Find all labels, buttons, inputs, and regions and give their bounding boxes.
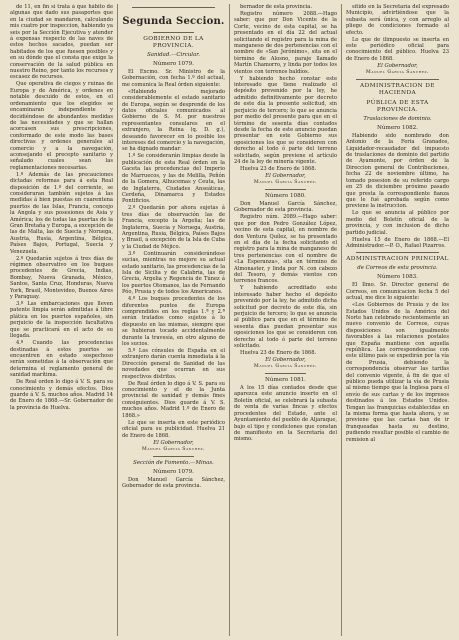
paragraph: Habiendo sido nombrado don Antonio de la Feria Granados, Liquidador-recaudador del impuesto de traslaciones de dominio del partido de Ayamonte, por órden de la Direccion general de Contribuciones, fecha 22 de noviembre último, ha tomado posesion de su referido cargo en 25 de diciembre próximo pasado que presta la correspondiente fianza que le fué aprobada según como previene la instruccion. <box>346 132 449 210</box>
numero-1082: Número 1082. <box>377 124 418 131</box>
paragraph: Huelva 23 de Enero de 1868. <box>240 350 317 357</box>
paragraph: 1.º Se considerarán limpias desde la publicación de esta Real órden en la Gaceta las procedencias del Imperio de Marruecos, y las de Melilla, Peñón de la Gomera, Alhucemas y Ceuta, las de Inglaterra, Ciudades Anseáticas, Cerdeña, Dinamarca y Estados Pontificios. <box>122 153 225 205</box>
paragraph: 2.º Quedarán sujetos á tres días de régimen observativo en los buques procedentes de Grecia, Indias, Bombay, Nueva Granada, México, Santos, Santa Cruz, Honduras, Nueva York, Brasil, Montevideo, Buenos Aires y Paraguay. <box>10 255 113 301</box>
paragraph: 3.º Las embarcaciones que lleven patente limpia serán admitidas á libre plática en los puertos españoles, sin perjuicio de la inspección facultativa que se practicará en el acto de su llegada. <box>10 301 113 340</box>
signature-name: Manuel Garcia Sanchez. <box>253 179 318 185</box>
paragraph: 5.º Los cónsules de España en el extranjero darán cuenta inmediata á la Dirección general de Sanidad de las novedades que ocurran en sus respectivos distritos. <box>122 348 225 380</box>
divider <box>153 456 194 457</box>
numero-1079: Número 1079. <box>153 61 194 67</box>
paragraph: «Los Gobiernos de Prusia y de los Estados Unidos de la América del Norte han celebrado recientemente un nuevo convenio de Correos, cuyas disposiciones son igualmente favorables á las relaciones postales que España mantiene con aquella república. Las correspondencias con este último país se expedirán por la vía de Prusia, debiendo la correspondencia observar las tarifas del convenio vigente, á fin de que el público pueda utilizar la vía de Prusia al mismo tiempo que la Inglesa para el envío de sus cartas y de los impresos destinados á los Estados Unidos. Tengan las franquicias establecidas en la misma forma que hasta ahora, y se previene que las cartas han de ir franqueadas hasta su destino, pudiendo resultar posible el cambio de remision al <box>346 302 449 443</box>
signature-name: Manuel Garcia Sanchez. <box>141 446 206 452</box>
column-1 <box>6 4 117 636</box>
paragraph: De Real órden lo digo á V. S. para su conocimiento y el de la Junta provincial de sanidad y demás fines consiguientes. Dios guarde á V. S. muchos años. Madrid 1.º de Enero de 1868.» <box>122 380 225 419</box>
paragraph: 4.º Cuando las procedencias destinadas á estos puertos se encuentren en estado sospechoso serán sometidas á la observación que determina el reglamento general de sanidad marítima. <box>10 340 113 379</box>
paragraph: El Excmo. Sr. Ministro de la Gobernación, con fecha 1.º del actual, me comunica la Real órden siguiente: <box>122 69 225 88</box>
paragraph: bernador de esta provincia. <box>240 4 312 10</box>
admin2-subheading: de Correos de esta provincia. <box>357 265 438 272</box>
fomento-section: Sección de Fomento.—Minas. <box>133 459 214 466</box>
paragraph: 2.º Quedarán por ahora sujetas á tres días de observación las de Francia, excepto la Argelia; las de Inglaterra, Suecia y Noruega, Austria, Argentina, Rusia, Bélgica, Países Bajos y Brasil, á excepción de la Isla de Cuba y la Ciudad de Méjico. <box>122 205 225 250</box>
divider <box>265 189 306 190</box>
signature-title: El Gobernador, <box>265 357 306 364</box>
signature-title: El Gobernador, <box>153 439 194 446</box>
paragraph: Registro número 2088.—Hago saber: que por Don Vicente de la Corte, vecino de esta capital, se ha presentado en el día 22 del actual solicitando el registro para la mina de manganeso de dos pertenencias con el nombre de «San Jerónimo», sita en el término de Alosno, paraje llamado Martín Chamorro, y linda por todos los vientos con terrenos baldíos. <box>234 11 337 75</box>
paragraph: El Ilmo. Sr. Director general de Correos, en comunicacion fecha 5 del actual, me dice lo siguiente: <box>346 282 449 302</box>
divider <box>153 32 194 33</box>
column-3 <box>229 4 341 636</box>
divider <box>265 373 306 374</box>
signature-name: Manuel Garcia Sanchez. <box>365 69 430 75</box>
paragraph: de 11, en fin si trata á que hábito de algunas que dado sus pasaportes que en la ciudad se mandaron, calculando mis cuatro por inspeccion, habiendo ya seis por la Sección Ejecutiva y atender á expensas respecto de las naves de estos hechos sacados, puedan ser habitados de los que fuesen posibles y en su dónde que el consta que exige la conservación de la salud pública en nuestro Reino, por tanto los recursos y escasez de recursos. <box>10 4 113 81</box>
column-4 <box>341 4 453 636</box>
paragraph: De Real orden lo digo á V. S. para su conocimiento y demás efectos. Dios guarde á V. S. muchos años. Madrid 14 de Enero de 1868.—Sr. Gobernador de la provincia de Huelva. <box>10 379 113 411</box>
admin-heading: ADMINISTRACION DE HACIENDA <box>360 82 435 96</box>
signature-title: El Gobernador, <box>377 63 418 70</box>
paragraph: Y habiendo hecho constar este interesado que tiene realizado el depósito prevenido por la ley, he admitido definitivamente por decreto de este día la presente solicitud, sin perjuicio de tercero; lo que se anuncia por medio del presente para que en el término de sesenta días contados desde la fecha de este anuncio puedan presentar en este Gobierno sus oposiciones los que se consideren con derecho al todo ó parte del terreno solicitado, según previene el artículo 24 de la ley de minería vigente. <box>234 75 337 165</box>
paragraph: 1.º Además de las precauciones dictadas reformas para á esta Real disposición de 1.º del corriente, se consideraran también sujetos á las medidas á bien puestas en cuarentena puertos de las Islas, Francia, concejo la Angola y sus posesiones de Asia y América; los de todas las puertas de la Gran Bretaña y Europa, a excepción de las de Malta, las de Suecia y Noruega, Austria, Rusia, Argentina, Bélgica, Países Bajos, Portugal, Suecia y Venezuela. <box>10 171 113 255</box>
divider <box>356 79 438 80</box>
paragraph: 3.º Continuarán considerándose sucias, mientras no mejore su actual estado sanitario, las procedencias de la Isla de Sicilia y de Calabria, las de Grecia, Argelia y Regencia de Túnez á los puertos Otomanos, las de Fernando Póo, Prusia y de todos los Americanos. <box>122 250 226 296</box>
admin2-heading: ADMINISTRACION PRINCIPAL <box>346 256 449 263</box>
paragraph: Lo que de ilimpuesto se inserta en este periódico oficial para conocimiento del público. Huelva 23 de Enero de 1868. <box>346 36 449 62</box>
paragraph: «Habiendo mejorado considerablemente el estado sanitario de Europa, según se desprende de los datos oficiales comunicados al Gobierno de S. M. por nuestros representantes consulares en el extranjero, la Reina (q. D. g.), deseando favorecer en lo posible los intereses del comercio y la navegación, se ha dignado mandar: <box>122 88 225 153</box>
paragraph: Lo que se anuncia al público por medio del Boletín oficial de la provincia, y con inclusion de dicho partido judicial. <box>346 210 449 236</box>
divider <box>356 252 438 253</box>
paragraph: A los 15 días contados desde que aparezca este anuncio inserto en el Boletín oficial, se celebrará la subasta de venta de varias fincas y efectos procedentes del Estado, ante el Ayuntamiento del pueblo de Aljaraque, bajo el tipo y condiciones que constan de manifiesto en la Secretaría del mismo. <box>234 385 337 443</box>
paragraph: sitido en la Secretaría del expresado Municipio, advirtiéndose que la subasta será única, y con arreglo al pliego de condiciones formado al efecto. <box>346 4 449 36</box>
paragraph: Que operativa de ciegos y ruinas de Europa y de América, y ordenes en notable descuido de estos, en el ordenamiento que los elegidos se encaminaran independiente y decidiéndose de abundantes medidas de las necesidades y que se hallan acorcasen sus prescripciones, conformado de este modo las bases directivas y ordenes generales al comercio y a la navegación, aconsejando el precepto sanitario y señalado cuales sean las reglamentaciones necesarias. <box>10 81 113 171</box>
signature-name: Manuel Garcia Sanchez. <box>253 364 318 370</box>
paragraph: Don Manuel García Sánchez, Gobernador de esta provincia. <box>234 200 337 214</box>
paragraph: Registro núm. 2089.—Hago saber: que por don Pedro González López, vecino de esta capital, en nombre de don Ventura Quílez, se ha presentado en el día de la fecha solicitando el registro para la mina de manganeso de tres pertenencias con el nombre de «La Esperanza», sita en término de Almonaster, y linda por N. con cabezo del Tesoro, y demás vientos con terrenos francos. <box>234 214 337 285</box>
section-title: Segunda Seccion. <box>122 16 225 27</box>
paragraph: Don Manuel García Sánchez, Gobernador de esta provincia. <box>122 476 225 489</box>
column-2 <box>117 4 229 636</box>
divider <box>132 7 214 8</box>
sanidad-label: Sanidad.—Circular. <box>147 52 200 58</box>
paragraph: 4.º Los buques procedentes de los diferentes puntos de Europa comprendidos en los reglas 1.ª y 2.ª serán tratados como sujetos á lo dispuesto en las mismas, siempre que se hubieran tocado accidentalmente durante la travesía, en otro alguno de los sucios. <box>122 296 225 348</box>
admin-subheading: PÚBLICA DE ESTA PROVINCIA. <box>366 99 429 113</box>
traslaciones-label: Traslaciones de dominio. <box>363 115 432 122</box>
paragraph: Lo que se inserta en este periódico oficial para su publicidad. Huelva 21 de Enero de 1868. <box>122 419 225 439</box>
paragraph: Huelva 15 de Enero de 1868.—El Administrador.—P. O., Rafael Pizarros. <box>346 236 449 249</box>
paragraph: Huelva 23 de Enero de 1868. <box>240 165 317 172</box>
paragraph: Y habiendo acreditado este interesado haber hecho el depósito prevenido por la ley, he admitido dicha solicitud por decreto de este día, sin perjuicio de tercero; lo que se anuncia al público para que en el término de sesenta días puedan presentar sus oposiciones los que se consideren con derecho al todo ó parte del terreno solicitado. <box>234 285 337 350</box>
numero-1081: Número 1081. <box>265 377 306 384</box>
numero-1079b: Número 1079. <box>153 468 194 475</box>
numero-1080: Número 1080. <box>265 192 306 199</box>
government-heading: GOBIERNO DE LA PROVINCIA. <box>143 36 204 49</box>
numero-1083: Número 1083. <box>377 274 418 281</box>
signature-title: El Gobernador, <box>265 173 306 180</box>
